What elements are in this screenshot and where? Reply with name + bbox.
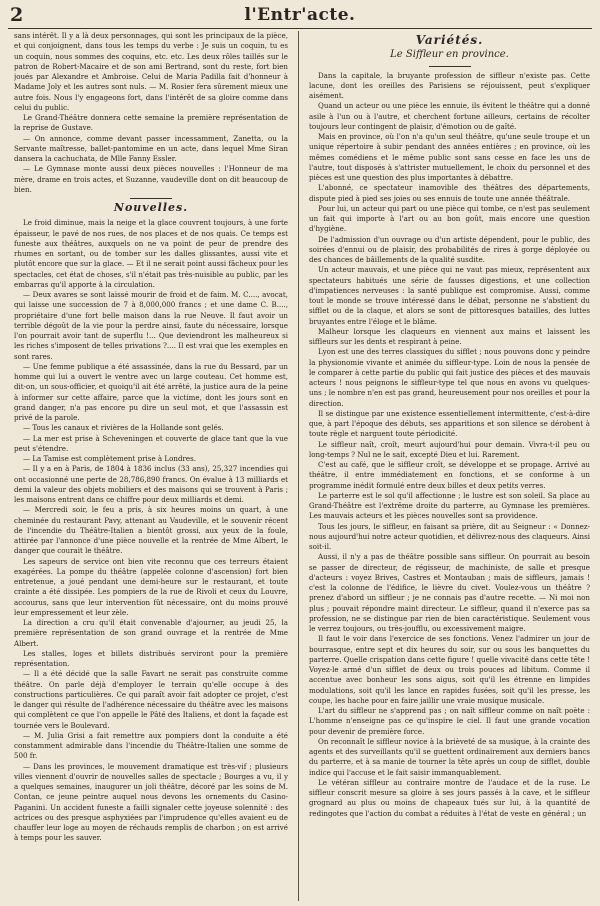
news-item: — Il a été décidé que la salle Favart ne serait pas construite comme théâtre. On parle déjà d'employer le terrain qu'elle occupe à des constructions particulières. Ce qui paraît avoir fait adopter ce projet, c'est le danger qui résulte de l'adhérence nécessaire du théâtre avec les maisons qui complètent ce que l'on appelle le Pâté des Italiens, et dont la façade est tournée vers le Boulevard.	[14, 669, 288, 730]
article-paragraph: Le siffleur naît, croît, meurt aujourd'hui pour demain. Vivra-t-il peu ou long-temps ? Nul ne le sait, excepté Dieu et lui. Rarement.	[309, 439, 590, 459]
news-item: — Deux avares se sont laissé mourir de froid et de faim. M. C...., avocat, qui laisse une succession de 7 à 8,000,000 francs ; et une dame C. B...., propriétaire d'une fort belle maison dans la rue Neuve. Il faut avoir un terrible dégoût de la vie pour la perdre ainsi, faute du nécessaire, lorsque l'on pourrait avoir tant de superflu !... Que deviendront les malheureux si les riches s'imposent de telles privations ?.... Il est vrai que les exemples en sont rares.	[14, 290, 288, 361]
article-title: Le Siffleur en province.	[390, 49, 509, 61]
article-body	[309, 71, 590, 819]
header-rule	[8, 28, 592, 29]
article-paragraph: Le vétéran siffleur au contraire montre de l'audace et de la ruse. Le siffleur conscrit mesure sa gloire à ses jours passés à la cave, et le siffleur grognard au plus ou moins de chapeaux tués sur lui, à la quantité de redingotes que l'action du combat a réduites à l'état de veste en général ; un	[309, 777, 590, 818]
news-item: — M. Julia Grisi a fait remettre aux pompiers dont la conduite a été constamment admirable dans l'incendie du Théâtre-Italien une somme de 500 fr.	[14, 730, 288, 761]
news-item: — La mer est prise à Scheveningen et couverte de glace tant que la vue peut s'étendre.	[14, 433, 288, 453]
article-paragraph: Quand un acteur ou une pièce les ennuie, ils évitent le théâtre qui a donné asile à l'un ou à l'autre, et cherchent fortune ailleurs, certains de récolter toujours leur contingent de plaisir, d'émotion ou de gaîté.	[309, 101, 590, 131]
news-item: La direction a cru qu'il était convenable d'ajourner, au jeudi 25, la première représentation de son grand ouvrage et la rentrée de Mme Albert.	[14, 618, 288, 648]
varietes-heading: Variétés.	[415, 33, 484, 47]
intro-paragraph: Le Grand-Théâtre donnera cette semaine la première représentation de la reprise de Gustave.	[14, 113, 288, 133]
article-paragraph: Lyon est une des terres classiques du sifflet ; nous pouvons donc y peindre la physionomie vivante et animée du siffleur-type. Loin de nous la pensée de le comparer à cette partie du public qui fait justice des pièces et des mauvais acteurs ! nous peignons le siffleur-type tel que nous en avons vu quelques-uns ; le nombre n'en est pas grand, heureusement pour nos oreilles et pour la direction.	[309, 347, 590, 408]
page-header	[8, 4, 592, 30]
article-paragraph: Le parterre est le sol qu'il affectionne ; le lustre est son soleil. Sa place au Grand-Théâtre est l'extrême droite du parterre, au Gymnase les premières. Les mauvais acteurs et les pièces nouvelles sont sa providence.	[309, 490, 590, 521]
nouvelles-heading: Nouvelles.	[113, 201, 189, 214]
article-paragraph: Il faut le voir dans l'exercice de ses fonctions. Venez l'admirer un jour de bourrasque, entre sept et dix heures du soir, sur ou sous les banquettes du parterre. Quelle crispation dans cette figure ! quelle vivacité dans cette tête ! Voyez-le armé d'un sifflet de deux ou trois pouces ad libitum. Comme il accentue avec bonheur les sons aigus, soit qu'il les étrenne en limpides modulations, soit qu'il les lance en rapides fusées, soit qu'il les presse, les coupe, les hache pour en faire jaillir une vraie musique musicale.	[309, 634, 590, 705]
theatre-notes	[14, 31, 288, 195]
article-paragraph: Dans la capitale, la bruyante profession de siffleur n'existe pas. Cette lacune, dont les oreilles des Parisiens se réjouissent, peut s'expliquer aisément.	[309, 70, 590, 100]
article-paragraph: Un acteur mauvais, et une pièce qui ne vaut pas mieux, représentent aux spectateurs habitués une série de fausses digestions, et une collection d'impatiences nerveuses : la santé publique est compromise. Aussi, comme tout le monde se trouve intéressé dans le débat, personne ne s'abstient du sifflet ou de la claque, et alors se sont de pittoresques batailles, des luttes bruyantes entre l'éloge et le blâme.	[309, 265, 590, 326]
article-paragraph: Pour lui, un acteur qui part ou une pièce qui tombe, ce n'est pas seulement un fait qui importe à l'art ou au bon goût, mais encore une question d'hygiène.	[309, 203, 590, 234]
news-item: — Dans les provinces, le mouvement dramatique est très-vif ; plusieurs villes viennent d'ouvrir de nouvelles salles de spectacle ; Bourges a vu, il y a quelques semaines, inaugurer un joli théâtre, décoré par les soins de M. Contan, ce jeune peintre auquel nous devons les ornements du Casino-Paganini. Un accident funeste a failli signaler cette joyeuse solennité : des actrices ou des presque asphyxiées par l'imprudence qu'elles avaient eu de chauffer leur loge au moyen de réchauds remplis de charbon ; on est arrivé à temps pour les sauver.	[14, 761, 288, 843]
article-paragraph: Aussi, il n'y a pas de théâtre possible sans siffleur. On pourrait au besoin se passer de directeur, de régisseur, de machiniste, de salle et presque d'acteurs : voyez Brives, Castres et Montauban ; mais de siffleurs, jamais ! c'est la colonne de l'édifice, le lièvre du civet. Voulez-vous un théâtre ? prenez d'abord un siffleur ; je ne connais pas d'autre recette. — Ni moi non plus ; pouvait répondre maint directeur. Le siffleur, quand il n'exerce pas sa profession, ne se distingue par rien de bien caractéristique. Seulement vous le verrez toujours, ou très-joufflu, ou excessivement maigre.	[309, 552, 590, 633]
page-number: 2	[10, 4, 24, 26]
title-divider	[429, 66, 471, 67]
nouvelles-section	[14, 218, 288, 843]
article-paragraph: Il se distingue par une existence essentiellement intermittente, c'est-à-dire que, à part l'époque des débuts, ses apparitions et son silence se dérobent à toute règle et narguent toute périodicité.	[309, 408, 590, 439]
newspaper-title: l'Entr'acte.	[244, 5, 356, 25]
left-column	[14, 31, 288, 901]
intro-paragraph: — Le Gymnase monte aussi deux pièces nouvelles : l'Honneur de ma mère, drame en trois actes, et Suzanne, vaudeville dont on dit beaucoup de bien.	[14, 164, 288, 194]
article-paragraph: Tous les jours, le siffleur, en faisant sa prière, dit au Seigneur : « Donnez-nous aujourd'hui notre acteur quotidien, et délivrez-nous des claqueurs. Ainsi soit-il.	[309, 521, 590, 551]
news-item: — La Tamise est complètement prise à Londres.	[23, 454, 196, 463]
section-divider	[130, 198, 172, 199]
right-column	[309, 31, 590, 901]
article-paragraph: Malheur lorsque les claqueurs en viennent aux mains et laissent les siffleurs sur les dents et respirant à peine.	[309, 326, 590, 346]
article-paragraph: De l'admission d'un ouvrage ou d'un artiste dépendent, pour le public, des soirées d'ennui ou de plaisir, des probabilités de rires à gorge déployée ou des chances de bâillements de la qualité susdite.	[309, 234, 590, 264]
article-paragraph: L'abonné, ce spectateur inamovible des théâtres des départements, dispute pied à pied ses joies ou ses ennuis de toute une année théâtrale.	[309, 183, 590, 203]
intro-paragraph: — On annonce, comme devant passer incessamment, Zanetta, ou la Servante maîtresse, ballet-pantomime en un acte, dans lequel Mme Siran dansera la cachuchata, de Mlle Fanny Essler.	[14, 133, 288, 163]
news-item: Le froid diminue, mais la neige et la glace couvrent toujours, à une forte épaisseur, le pavé de nos rues, de nos places et de nos quais. Ce temps est funeste aux théâtres, auxquels on ne va point de peur de prendre des rhumes en sortant, ou de tomber sur les dalles glissantes, aussi vite et plutôt encore que sur la glace. — Et il ne serait point aussi fâcheux pour les spectacles, cet état de choses, s'il n'était pas très-nuisible au public, par les embarras qu'il apporte à la circulation.	[14, 218, 288, 289]
news-item: — Une femme publique a été assassinée, dans la rue du Bessard, par un homme qui lui a ouvert le ventre avec un large couteau. Cet homme est, dit-on, un sous-officier, et quoiqu'il ait été arrêté, la justice aura de la peine à informer sur cette affaire, parce que la victime, dont les jours sont en grand danger, n'a pas encore pu dire un seul mot, et que l'assassin est privé de la parole.	[14, 361, 288, 422]
news-item: — Mercredi soir, le feu a pris, à six heures moins un quart, à une cheminée du restaurant Pavy, attenant au Vaudeville, et le souvenir récent de l'incendie du Théâtre-Italien a bientôt grossi, aux yeux de la foule, attirée par l'annonce d'une pièce nouvelle et la rentrée de Mme Albert, le danger que courait le théâtre.	[14, 505, 288, 556]
column-separator	[298, 31, 299, 901]
article-paragraph: On reconnaît le siffleur novice à la brièveté de sa musique, à la crainte des agents et des surveillants qu'il se guettent ordinairement aux derniers bancs du parterre, et à sa manie de tourner la tête après un coup de sifflet, double indice qui l'accuse et le fait saisir immanquablement.	[309, 736, 590, 777]
news-item: — Tous les canaux et rivières de la Hollande sont gelés.	[23, 423, 224, 433]
article-paragraph: C'est au café, que le siffleur croît, se développe et se propage. Arrivé au théâtre, il entre immédiatement en fonctions, et se conforme à un programme inédit formulé entre deux billes et deux petits verres.	[309, 460, 590, 490]
news-item: Les sapeurs de service ont bien vite reconnu que ces terreurs étaient exagérées. La pompe du théâtre (appelée colonne d'ascension) fort bien entretenue, a joué pendant une demi-heure sur le restaurant, et toute crainte a été dissipée. Les pompiers de la rue de Rivoli et ceux du Louvre, accourus, sans que leur intervention fût nécessaire, ont du moins prouvé leur empressement et leur zèle.	[14, 556, 288, 617]
news-item: Les stalles, loges et billets distribués serviront pour la première représentation.	[14, 648, 288, 668]
article-paragraph: L'art du siffleur ne s'apprend pas ; on naît siffleur comme on naît poète : L'homme n'enseigne pas ce qu'inspire le ciel. Il faut une grande vocation pour devenir de première force.	[309, 706, 590, 736]
news-item: — Il y a en à Paris, de 1804 à 1836 inclus (33 ans), 25,327 incendies qui ont occasionné une perte de 28,786,890 francs. On évalue à 13 milliards et demi la valeur des objets mobiliers et des maisons qui se trouvent à Paris ; les maisons entrent dans ce chiffre pour deux milliards et demi.	[14, 464, 288, 504]
article-paragraph: Mais en province, où l'on n'a qu'un seul théâtre, qu'une seule troupe et un unique répertoire à subir pendant des années entières ; en province, où les mêmes comédiens et le même public sont sans cesse en face les uns de l'autre, tout disposés à s'attrister mutuellement, le choix du personnel et des pièces est une question des plus importantes à débattre.	[309, 132, 590, 182]
intro-paragraph: sans intérêt. Il y a là deux personnages, qui sont les principaux de la pièce, et qui conjoignent, dans tous les temps du verbe : Je suis un coquin, tu es un coquin, nous sommes des coquins, etc. etc. Les deux rôles taillés sur le patron de Robert-Macaire et de son ami Bertrand, sont du reste, fort bien joués par Alexandre et Ambroise. Celui de Maria Padilla fait d'honneur à Madame Joly et les autres sont nuls. — M. Rosier fera sûrement mieux une autre fois. Nous l'y engageons fort, dans l'intérêt de sa gloire comme dans celui du public.	[14, 31, 288, 112]
